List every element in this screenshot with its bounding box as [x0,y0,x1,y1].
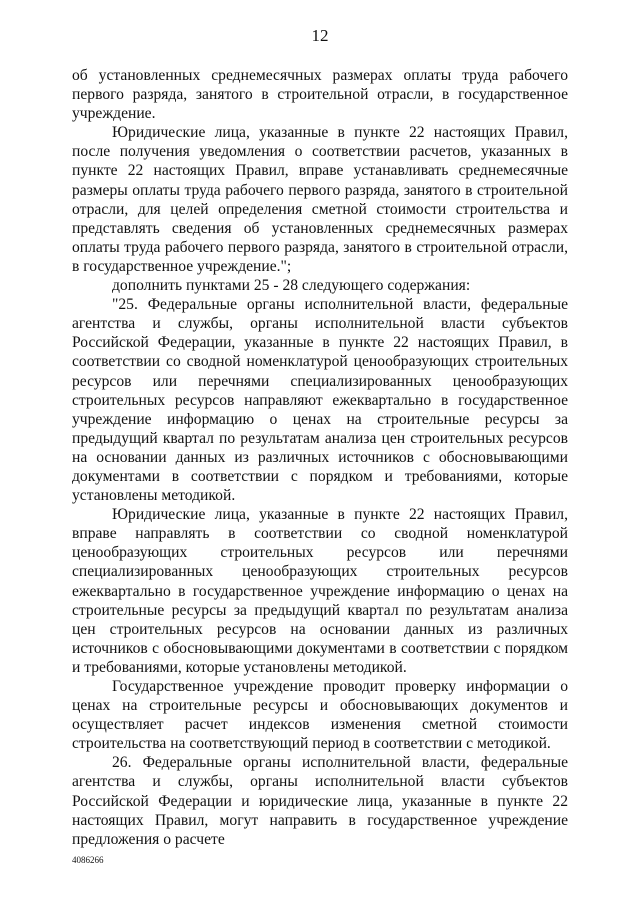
paragraph-continuation: об установленных среднемесячных размерах оплаты труда рабочего первого разряда, занятого в строительной отрасли, в государственное учреждение. [72,67,568,123]
paragraph-legal-entities-prices: Юридические лица, указанные в пункте 22 настоящих Правил, вправе направлять в соответствии со сводной номенклатурой ценообразующих строительных ресурсов или перечнями специализированных ценообразующих строительных ресурсов ежеквартально в государственное учреждение информацию о ценах на строительные ресурсы за предыдущий квартал по результатам анализа цен строительных ресурсов на основании данных из различных источников с обосновывающими документами в соответствии с порядком и требованиями, которые установлены методикой. [72,506,568,676]
document-body [72,66,568,849]
paragraph-amendment-intro: дополнить пунктами 25 - 28 следующего содержания: [112,277,471,295]
page-number: 12 [311,26,329,45]
paragraph-legal-entities: Юридические лица, указанные в пункте 22 настоящих Правил, после получения уведомления о соответствии расчетов, указанных в пункте 22 настоящих Правил, вправе устанавливать среднемесячные размеры оплаты труда рабочего первого разряда, занятого в строительной отрасли, для целей определения сметной стоимости строительства и представлять сведения об установленных среднемесячных размерах оплаты труда рабочего первого разряда, занятого в строительной отрасли, в государственное учреждение."; [72,124,568,275]
paragraph-item-26: 26. Федеральные органы исполнительной власти, федеральные агентства и службы, органы исполнительной власти субъектов Российской Федерации и юридические лица, указанные в пункте 22 настоящих Правил, могут направить в государственное учреждение предложения о расчете [72,754,568,848]
paragraph-state-institution-check: Государственное учреждение проводит проверку информации о ценах на строительные ресурсы и обосновывающих документов и осуществляет расчет индексов изменения сметной стоимости строительства на соответствующий период в соответствии с методикой. [72,678,568,753]
paragraph-item-25: "25. Федеральные органы исполнительной власти, федеральные агентства и службы, органы исполнительной власти субъектов Российской Федерации, указанные в пункте 22 настоящих Правил, в соответствии со сводной номенклатурой ценообразующих строительных ресурсов или перечнями специализированных ценообразующих строительных ресурсов направляют ежеквартально в государственное учреждение информацию о ценах на строительные ресурсы за предыдущий квартал по результатам анализа цен строительных ресурсов на основании данных из различных источников с обосновывающими документами в соответствии с порядком и требованиями, которые установлены методикой. [72,296,568,505]
document-id: 4086266 [72,855,104,865]
